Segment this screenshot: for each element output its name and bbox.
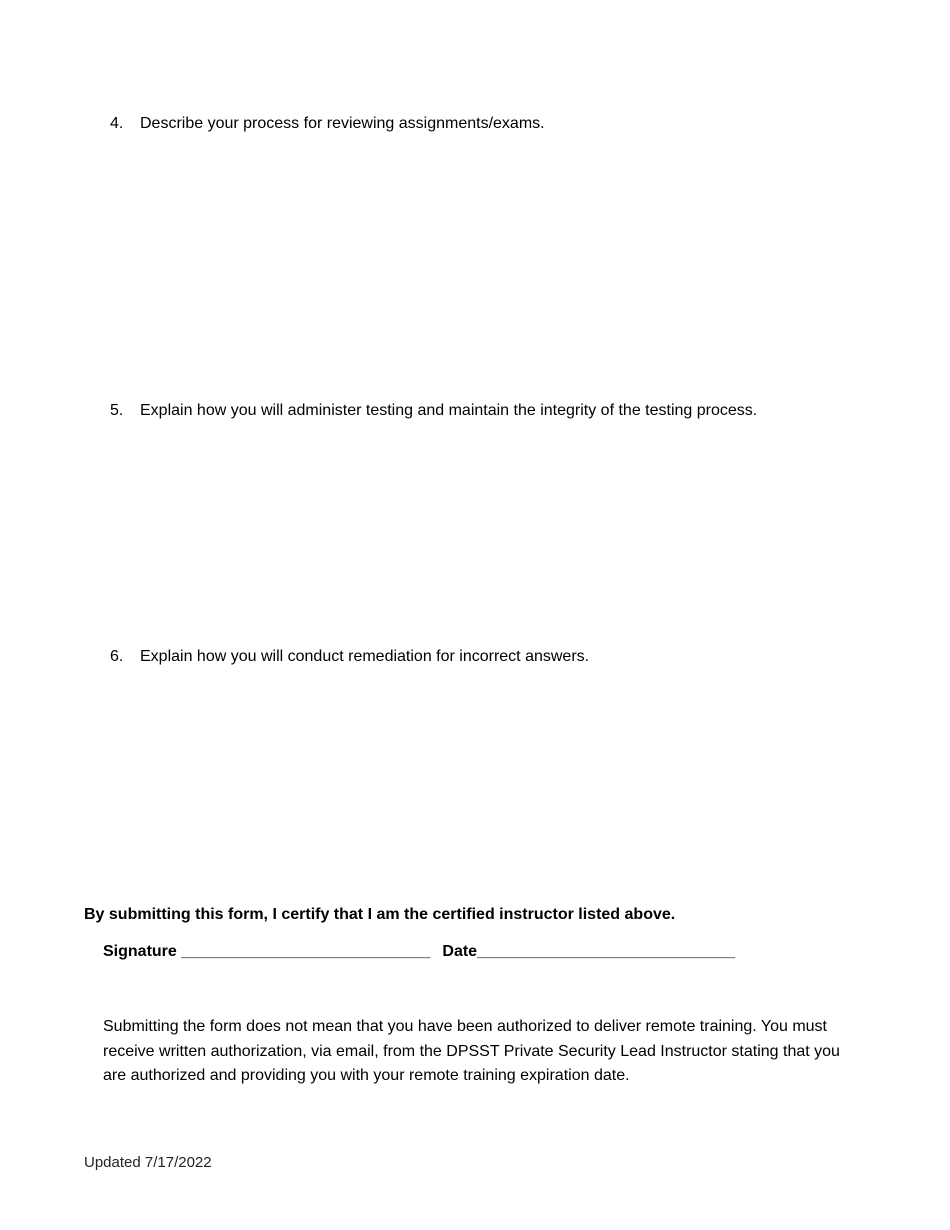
question-4 [110, 114, 545, 134]
updated-date: Updated 7/17/2022 [84, 1154, 212, 1171]
question-5 [110, 401, 757, 421]
question-text: Explain how you will conduct remediation for incorrect answers. [140, 648, 590, 665]
authorization-disclaimer: Submitting the form does not mean that you have been authorized to deliver remote training. You must receive written authorization, via email, from the DPSST Private Security Lead Instructor stating that you are authorized and providing you with your remote training expiration date. [103, 1018, 840, 1084]
question-text: Explain how you will administer testing and maintain the integrity of the testing process. [140, 402, 758, 419]
question-text: Describe your process for reviewing assignments/exams. [140, 115, 545, 132]
certification-statement: By submitting this form, I certify that I am the certified instructor listed above. [84, 906, 676, 923]
question-number: 5. [110, 402, 124, 419]
signature-row [103, 942, 735, 962]
question-6 [110, 647, 589, 667]
question-number: 4. [110, 115, 124, 132]
question-number: 6. [110, 648, 124, 665]
signature-field: Signature ____________________________ [103, 943, 431, 960]
date-field: Date_____________________________ [442, 943, 736, 960]
